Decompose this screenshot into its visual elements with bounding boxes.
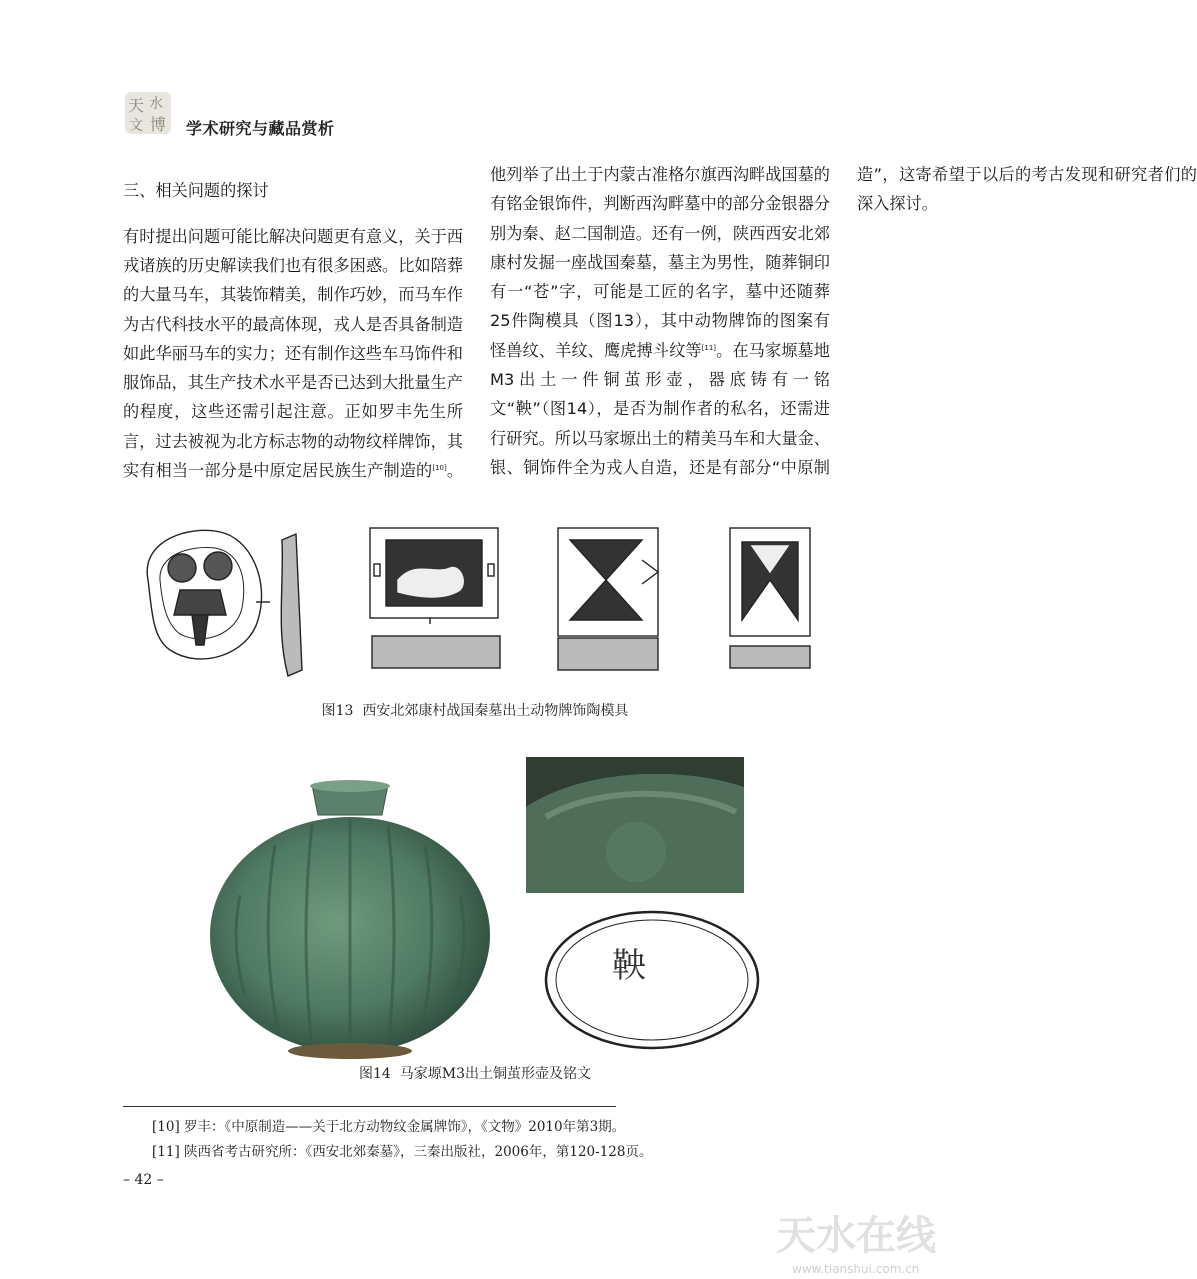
section-heading: 三、相关问题的探讨 bbox=[123, 181, 269, 201]
footnote-ref[interactable]: [10] bbox=[432, 464, 447, 473]
logo-char-2: 水 bbox=[149, 96, 163, 112]
journal-logo bbox=[123, 90, 173, 136]
rect-mould-v-pattern bbox=[730, 528, 810, 668]
footnote-10: [10] 罗丰：《中原制造——关于北方动物纹金属牌饰》，《文物》2010年第3期。 bbox=[152, 1119, 626, 1135]
logo-char-4: 博 bbox=[150, 115, 167, 134]
logo-char-1: 天 bbox=[128, 96, 145, 115]
section-drawing bbox=[281, 534, 302, 676]
paragraph-text: 有时提出问题可能比解决问题更有意义，关于西戎诸族的历史解读我们也有很多困惑。比如陪葬的大量马车，其装饰精美，制作巧妙，而马车作为古代科技水平的最高体现，戎人是否具备制造如此华丽马车的实力；还有制作这些车马饰件和服饰品，其生产技术水平是否已达到大批量生产的程度，这些还需引起注意。正如罗丰先生所言，过去被视为北方标志物的动物纹样牌饰，其实有相当一部分是中原定居民族生产制造的 bbox=[123, 226, 463, 481]
figure-13-drawings bbox=[130, 520, 820, 690]
site-watermark bbox=[770, 1205, 950, 1279]
watermark-url: www.tianshui.com.cn bbox=[792, 1262, 920, 1276]
inscription-drawing bbox=[540, 905, 765, 1055]
paragraph bbox=[123, 160, 1197, 500]
vessel-base-photo bbox=[526, 757, 744, 893]
logo-char-3: 文 bbox=[129, 118, 143, 134]
paragraph-text-tail: 。他列举了出土于内蒙古准格尔旗西沟畔战国墓的有铭金银饰件，判断西沟畔墓中的部分金银器分别为秦、赵二国制造。还有一例，陕西西安北郊康村发掘一座战国秦墓，墓主为男性，随葬铜印有一“苍”字，可能是工匠的名字，墓中还随葬25件陶模具（图13），其中动物牌饰的图案有怪兽纹、羊纹、鹰虎搏斗纹等 bbox=[446, 165, 830, 481]
footnote-divider bbox=[123, 1106, 616, 1107]
watermark-text: 天水在线 bbox=[776, 1213, 936, 1259]
paragraph-text-end: 。在马家塬墓地M3出土一件铜茧形壶，器底铸有一铭文“鞅”（图14），是否为制作者的私名，还需进行研究。所以马家塬出土的精美马车和大量金、银、铜饰件全为戎人自造，还是有部分“中原制造”，这寄希望于以后的考古发现和研究者们的深入探讨。 bbox=[490, 165, 1197, 477]
footnote-11: [11] 陕西省考古研究所：《西安北郊秦墓》，三秦出版社，2006年，第120-128页。 bbox=[152, 1144, 653, 1160]
bronze-vessel-photo bbox=[200, 775, 500, 1065]
oval-mould-drawing bbox=[147, 530, 270, 659]
journal-section-title: 学术研究与藏品赏析 bbox=[186, 119, 335, 138]
body-text-columns bbox=[123, 160, 1197, 500]
footnote-ref[interactable]: [11] bbox=[701, 343, 717, 352]
figure-14-caption: 图14 马家塬M3出土铜茧形壶及铭文 bbox=[359, 1066, 591, 1082]
page-number: – 42 – bbox=[123, 1172, 164, 1188]
rect-mould-animal bbox=[370, 528, 500, 668]
inscription-char: 鞅 bbox=[612, 946, 646, 986]
rect-mould-x-pattern bbox=[558, 528, 658, 670]
figure-13-caption: 图13 西安北郊康村战国秦墓出土动物牌饰陶模具 bbox=[321, 703, 629, 719]
